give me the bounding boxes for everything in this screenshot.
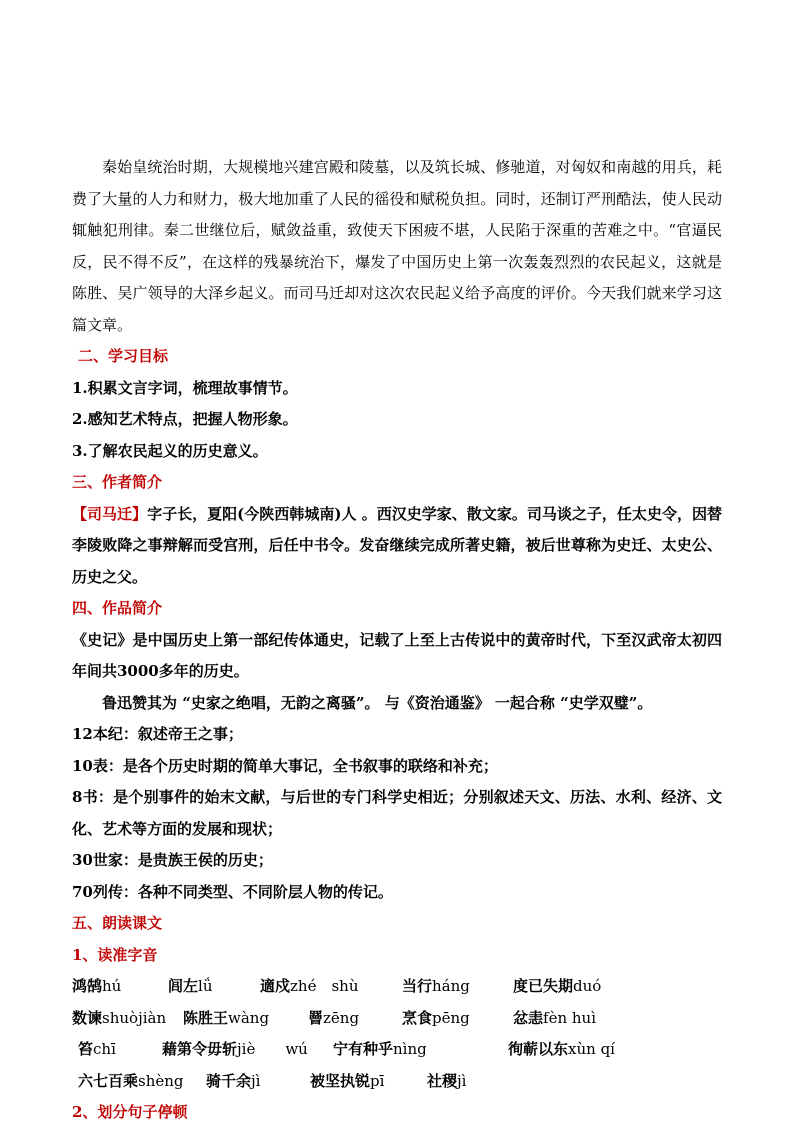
vocab-item: 当行háng — [402, 977, 470, 995]
pronunciation-row — [72, 1003, 722, 1035]
pronunciation-row — [72, 1066, 722, 1098]
vocab-item: 適戍zhé shù — [260, 977, 359, 995]
section-heading-reading: 五、朗读课文 — [72, 914, 163, 932]
subheading-pauses: 2、划分句子停顿 — [72, 1103, 188, 1121]
section-heading-author: 三、作者简介 — [72, 473, 163, 491]
work-paragraph: 《史记》是中国历史上第一部纪传体通史，记载了上至上古传说中的黄帝时代，下至汉武帝太初四年间共3000多年的历史。 — [72, 630, 722, 680]
vocab-item: 鸿鹄hú — [72, 977, 122, 995]
work-item: 10表：是各个历史时期的简单大事记，全书叙事的联络和补充； — [72, 756, 498, 775]
pronunciation-row — [72, 1034, 722, 1066]
goal-item: 1.积累文言字词，梳理故事情节。 — [72, 378, 298, 397]
vocab-item: 闾左lǘ — [168, 977, 213, 995]
vocab-item: 社稷jì — [427, 1071, 467, 1090]
intro-paragraph: 秦始皇统治时期，大规模地兴建宫殿和陵墓，以及筑长城、修驰道，对匈奴和南越的用兵，耗费了大量的人力和财力，极大地加重了人民的徭役和赋税负担。同时，还制订严刑酷法，使人民动辄触犯刑律。秦二世继位后，赋敛益重，致使天下困疲不堪，人民陷于深重的苦难之中。“官逼民反，民不得不反”，在这样的残暴统治下，爆发了中国历史上第一次轰轰烈烈的农民起义，这就是陈胜、吴广领导的大泽乡起义。而司马迁却对这次农民起义给予高度的评价。今天我们就来学习这篇文章。 — [72, 158, 722, 334]
work-item: 30世家：是贵族王侯的历史； — [72, 851, 273, 869]
section-heading-goals: 二、学习目标 — [78, 347, 169, 365]
goal-item: 2.感知艺术特点，把握人物形象。 — [72, 410, 298, 428]
vocab-item: 数谏shuòjiàn — [72, 1008, 167, 1027]
vocab-item: 陈胜王wàng — [183, 1008, 270, 1027]
vocab-item: 度已失期duó — [513, 977, 602, 995]
vocab-item: 笞chī — [78, 1040, 116, 1058]
author-text: 字子长，夏阳(今陕西韩城南)人 。西汉史学家、散文家。司马谈之子，任太史令，因替李陵败降之事辩解而受宫刑，后任中书令。发奋继续完成所著史籍，被后世尊称为史迁、太史公、历史之父。 — [72, 504, 722, 586]
work-item: 70列传：各种不同类型、不同阶层人物的传记。 — [72, 882, 393, 901]
vocab-item: 忿恚fèn huì — [513, 1008, 596, 1027]
vocab-item: 骑千余jì — [206, 1071, 261, 1090]
subheading-pronunciation: 1、读准字音 — [72, 945, 158, 964]
vocab-item: 罾zēng — [308, 1008, 360, 1027]
document-page — [72, 152, 722, 1129]
work-item: 8书：是个别事件的始末文献，与后世的专门科学史相近；分别叙述天文、历法、水利、经济、文化、艺术等方面的发展和现状； — [72, 788, 722, 838]
author-label: 【司马迁】 — [72, 504, 148, 523]
vocab-item: 藉第令毋斩jiè wú — [162, 1040, 308, 1058]
author-paragraph — [72, 499, 722, 594]
vocab-item: 徇蕲以东xùn qí — [508, 1040, 615, 1058]
vocab-item: 烹食pēng — [402, 1008, 470, 1027]
work-quote: 鲁迅赞其为 “史家之绝唱，无韵之离骚”。 与《资治通鉴》 一起合称 “史学双璧”。 — [102, 693, 653, 712]
work-item: 12本纪：叙述帝王之事； — [72, 725, 243, 743]
vocab-item: 宁有种乎nìng — [333, 1040, 427, 1058]
vocab-item: 六七百乘shèng — [78, 1071, 184, 1090]
vocab-item: 被坚执锐pī — [310, 1071, 385, 1090]
goal-item: 3.了解农民起义的历史意义。 — [72, 441, 268, 460]
section-heading-work: 四、作品简介 — [72, 599, 163, 617]
pronunciation-row — [72, 971, 722, 1003]
